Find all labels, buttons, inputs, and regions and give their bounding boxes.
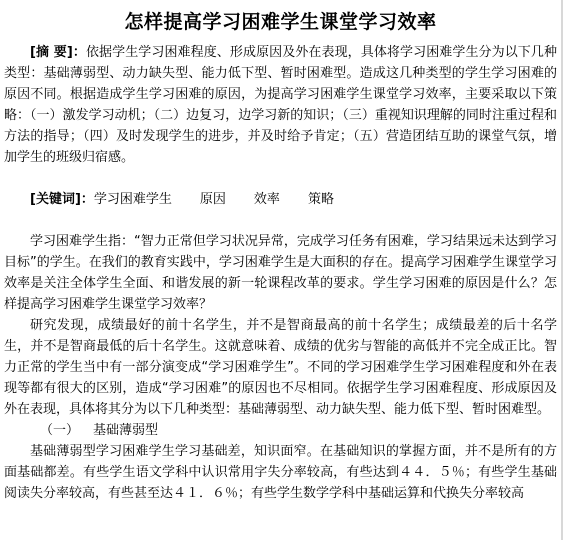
- section-number: （一）: [40, 423, 80, 438]
- abstract: [4, 42, 557, 168]
- keywords: [4, 189, 557, 210]
- keyword-item: 学习困难学生: [93, 192, 172, 207]
- spacer: [4, 210, 557, 231]
- section-title: 基础薄弱型: [93, 423, 159, 438]
- document-title: 怎样提高学习困难学生课堂学习效率: [124, 11, 437, 33]
- keyword-item: 原因: [199, 192, 226, 207]
- keyword-item: 效率: [253, 192, 280, 207]
- abstract-label: [摘 要]：: [30, 45, 86, 60]
- keyword-item: 策略: [307, 192, 334, 207]
- section-heading: [4, 420, 557, 441]
- abstract-text: 依据学生学习困难程度、形成原因及外在表现，具体将学习困难学生分为以下几种类型：基础薄弱型、动力缺失型、能力低下型、暂时困难型。造成这几种类型的学生学习困难的原因不同。根据造成学生学习困难的原因，为提高学习困难学生课堂学习效率，主要采取以下策略：（一）激发学习动机；（二）边复习，边学习新的知识；（三）重视知识理解的同时注重过程和方法的指导；（四）及时发现学生的进步，并及时给予肯定；（五）营造团结互助的课堂气氛，增加学生的班级归宿感。: [4, 45, 557, 165]
- body-paragraph-definition: 学习困难学生指：“智力正常但学习状况异常，完成学习任务有困难，学习结果远未达到学习目标”的学生。在我们的教育实践中，学习困难学生是大面积的存在。提高学习困难学生课堂学习效率是关注全体学生全面、和谐发展的新一轮课程改革的要求。学生学习困难的原因是什么？怎样提高学习困难学生课堂学习效率？: [4, 234, 557, 312]
- body-paragraph-research: 研究发现，成绩最好的前十名学生，并不是智商最高的前十名学生；成绩最差的后十名学生，并不是智商最低的后十名学生。这就意味着、成绩的优劣与智能的高低并不完全成正比。智力正常的学生当中有一部分演变成“学习困难学生”。不同的学习困难学生学习困难程度和外在表现等都有很大的区别，造成“学习困难”的原因也不尽相同。依据学生学习困难程度、形成原因及外在表现，具体将其分为以下几种类型：基础薄弱型、动力缺失型、能力低下型、暂时困难型。: [4, 318, 557, 417]
- keywords-label: [关键词]：: [30, 192, 94, 207]
- body-paragraph-section1: 基础薄弱型学习困难学生学习基础差，知识面窄。在基础知识的掌握方面，并不是所有的方面基础都差。有些学生语文学科中认识常用字失分率较高，有些达到４４．５％；有些学生基础阅读失分率较高，有些甚至达４１．６％；有些学生数学学科中基础运算和代换失分率较高: [4, 444, 557, 501]
- spacer: [4, 168, 557, 189]
